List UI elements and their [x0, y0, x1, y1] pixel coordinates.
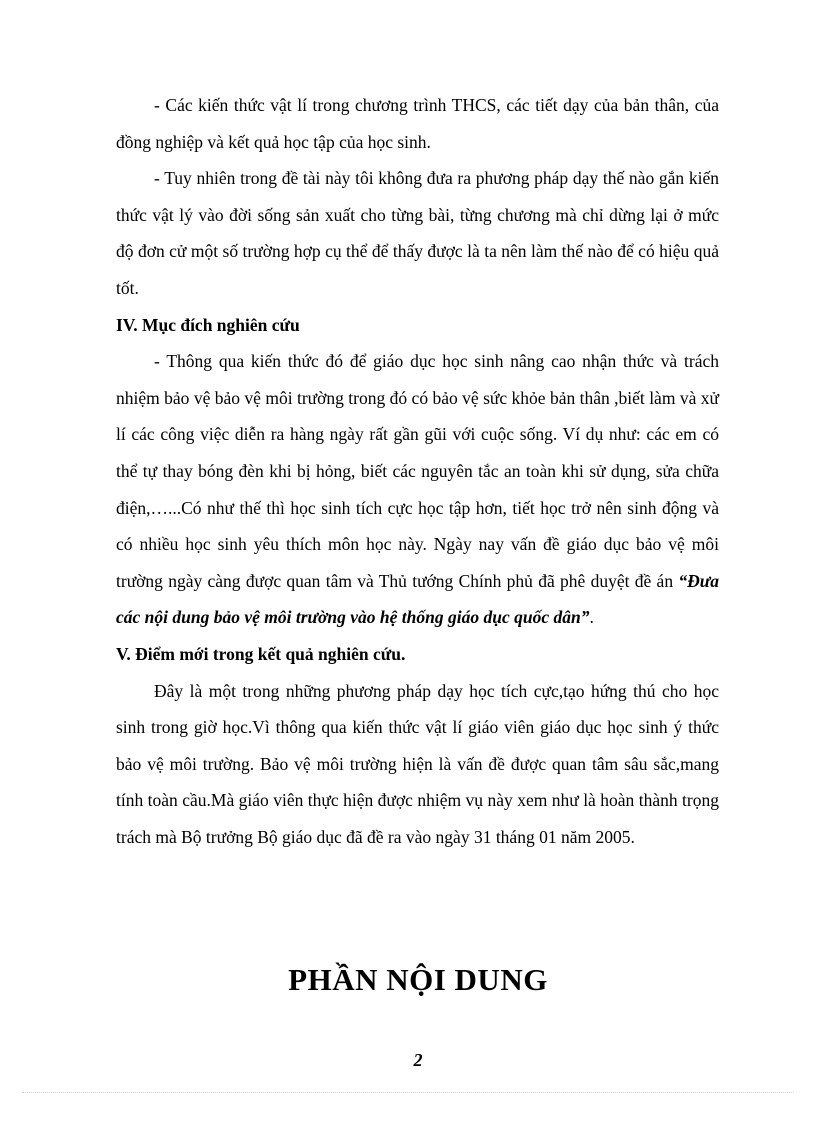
section-title: PHẦN NỘI DUNG	[288, 962, 548, 997]
heading-new-points: V. Điểm mới trong kết quả nghiên cứu.	[116, 643, 406, 664]
paragraph-limitation: - Tuy nhiên trong đề tài này tôi không đưa ra phương pháp dạy thế nào gắn kiến thức vật lý vào đời sống sản xuất cho từng bài, từng chương mà chỉ dừng lại ở mức độ đơn cử một số trường hợp cụ thể để thấy được là ta nên làm thế nào để có hiệu quả tốt.	[116, 168, 719, 298]
body-text	[116, 87, 719, 855]
paragraph-purpose-text: - Thông qua kiến thức đó để giáo dục học sinh nâng cao nhận thức và trách nhiệm bảo vệ bảo vệ môi trường trong đó có bảo vệ sức khỏe bản thân ,biết làm và xử lí các công việc diễn ra hàng ngày rất gần gũi với cuộc sống. Ví dụ như: các em có thể tự thay bóng đèn khi bị hỏng, biết các nguyên tắc an toàn khi sử dụng, sửa chữa điện,…...Có như thế thì học sinh tích cực học tập hơn, tiết học trở nên sinh động và có nhiều học sinh yêu thích môn học này. Ngày nay vấn đề giáo dục bảo vệ môi trường ngày càng được quan tâm và Thủ tướng Chính phủ đã phê duyệt đề án	[116, 351, 719, 591]
project-quote: “Đưa các nội dung bảo vệ môi trường vào hệ thống giáo dục quốc dân”	[116, 570, 719, 628]
paragraph-scope: - Các kiến thức vật lí trong chương trình THCS, các tiết dạy của bản thân, của đồng nghiệp và kết quả học tập của học sinh.	[116, 95, 719, 152]
paragraph-purpose-end: .	[589, 607, 594, 628]
page-number: 2	[413, 1050, 423, 1070]
page-divider	[22, 1092, 794, 1093]
heading-research-purpose: IV. Mục đích nghiên cứu	[116, 314, 300, 335]
paragraph-new-points: Đây là một trong những phương pháp dạy học tích cực,tạo hứng thú cho học sinh trong giờ học.Vì thông qua kiến thức vật lí giáo viên giáo dục học sinh ý thức bảo vệ môi trường. Bảo vệ môi trường hiện là vấn đề được quan tâm sâu sắc,mang tính toàn cầu.Mà giáo viên thực hiện được nhiệm vụ này xem như là hoàn thành trọng trách mà Bộ trưởng Bộ giáo dục đã đề ra vào ngày 31 tháng 01 năm 2005.	[116, 680, 719, 847]
paragraph-purpose	[116, 343, 719, 636]
